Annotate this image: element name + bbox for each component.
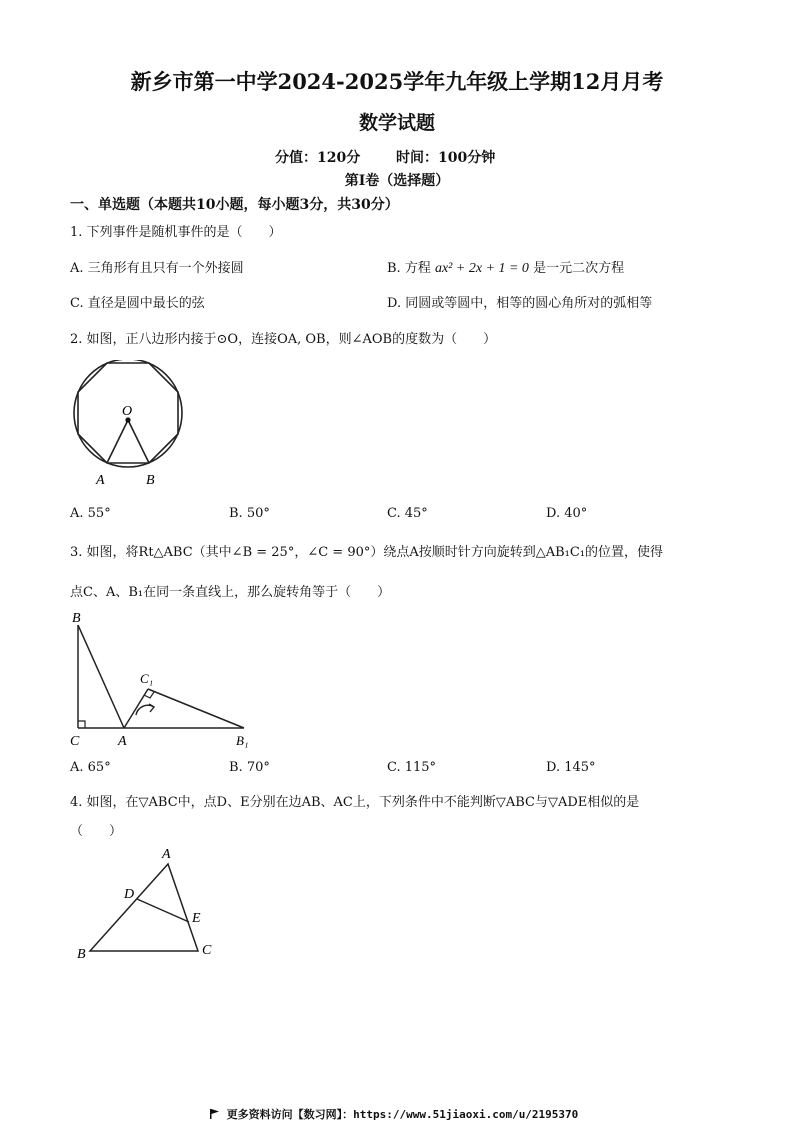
segment-oa xyxy=(107,420,128,463)
label-e: E xyxy=(192,911,201,926)
footer-text[interactable]: 更多资料访问【数习网】：https://www.51jiaoxi.com/u/2195370 xyxy=(226,1108,579,1121)
label-c1: C₁ xyxy=(140,671,154,686)
q1-stem: 1. 下列事件是随机事件的是（ ） xyxy=(70,225,282,240)
right-angle-mark-c xyxy=(78,721,85,728)
q3-option-c: C. 115° xyxy=(387,760,437,775)
segment-ob xyxy=(128,420,149,463)
label-o: O xyxy=(122,404,133,419)
q4-triangle-figure xyxy=(70,842,230,967)
label-c: C xyxy=(202,943,212,958)
q3-rotation-figure xyxy=(64,605,264,755)
q1-option-d: D. 同圆或等圆中，相等的圆心角所对的弧相等 xyxy=(387,296,653,311)
q4-stem-line2: （ ） xyxy=(70,824,123,839)
triangle-abc xyxy=(90,864,198,951)
segment-c1b1 xyxy=(148,689,244,728)
q2-octagon-figure xyxy=(66,360,196,490)
q1-option-b xyxy=(387,257,624,277)
label-b: B xyxy=(77,947,86,962)
label-b: B xyxy=(146,473,155,488)
label-c: C xyxy=(70,734,80,749)
exam-subtitle: 数学试题 xyxy=(358,112,435,134)
flag-icon xyxy=(210,1109,220,1119)
section-heading: 一、单选题（本题共10小题，每小题3分，共30分） xyxy=(70,197,399,213)
segment-ba xyxy=(78,625,124,728)
q3-option-b: B. 70° xyxy=(229,760,270,775)
q2-option-c: C. 45° xyxy=(387,506,428,521)
q2-stem: 2. 如图，正八边形内接于⊙O，连接OA, OB，则∠AOB的度数为（ ） xyxy=(70,332,497,347)
rotation-arrow-icon xyxy=(149,704,154,712)
q1-option-b-prefix: B. 方程 xyxy=(387,261,431,276)
label-a: A xyxy=(96,473,105,488)
label-d: D xyxy=(124,887,135,902)
q1-option-b-equation: ax² + 2x + 1 = 0 xyxy=(434,261,529,276)
q2-option-b: B. 50° xyxy=(229,506,270,521)
label-b1: B₁ xyxy=(236,733,249,748)
q3-stem-line1: 3. 如图，将Rt△ABC（其中∠B = 25°，∠C = 90°）绕点A按顺时针方向旋转到△AB₁C₁的位置，使得 xyxy=(70,545,664,560)
q3-option-a: A. 65° xyxy=(70,760,111,775)
q2-option-d: D. 40° xyxy=(546,506,588,521)
footer-link[interactable] xyxy=(210,1106,578,1122)
q3-option-d: D. 145° xyxy=(546,760,596,775)
q1-option-b-suffix: 是一元二次方程 xyxy=(533,261,625,276)
q4-stem-line1: 4. 如图，在▽ABC中，点D、E分别在边AB、AC上，下列条件中不能判断▽ABC与▽ADE相似的是 xyxy=(70,795,640,810)
label-a: A xyxy=(118,734,127,749)
q1-option-c: C. 直径是圆中最长的弦 xyxy=(70,296,205,311)
exam-title: 新乡市第一中学2024-2025学年九年级上学期12月月考 xyxy=(130,69,664,94)
q1-option-a: A. 三角形有且只有一个外接圆 xyxy=(70,261,244,276)
volume-title: 第Ⅰ卷（选择题） xyxy=(344,173,450,189)
score-info: 分值：120分 xyxy=(275,150,361,166)
q3-stem-line2: 点C、A、B₁在同一条直线上，那么旋转角等于（ ） xyxy=(70,585,391,600)
label-a: A xyxy=(162,847,171,862)
q2-option-a: A. 55° xyxy=(70,506,111,521)
time-info: 时间：100分钟 xyxy=(396,150,496,166)
label-b: B xyxy=(72,611,81,626)
